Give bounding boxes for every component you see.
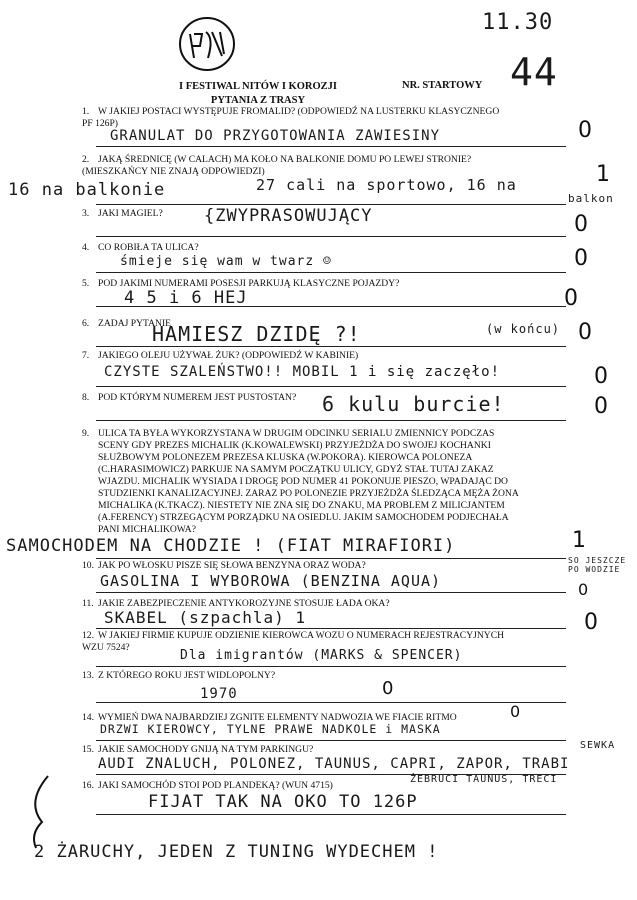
answer-handwritten: śmieje się wam w twarz ☺ <box>120 254 332 269</box>
answer-handwritten: GRANULAT DO PRZYGOTOWANIA ZAWIESINY <box>110 128 441 144</box>
question: 11. JAKIE ZABEZPIECZENIE ANTYKOROZYJNE STOSUJE ŁADA OKA? <box>82 598 390 609</box>
answer-handwritten: {ZWYPRASOWUJĄCY <box>204 206 373 226</box>
margin-note: SEWKA <box>580 740 616 751</box>
question: 7. JAKIEGO OLEJU UŻYWAŁ ŻUK? (ODPOWIEDŹ W KABINIE) <box>82 350 359 361</box>
answer-handwritten: 27 cali na sportowo, 16 na <box>256 176 517 194</box>
score-mark: 0 <box>574 246 588 271</box>
question: 1. W JAKIEJ POSTACI WYSTĘPUJE FROMALID? (ODPOWIEDŹ NA LUSTERKU KLASYCZNEGO PF 126P) <box>82 106 500 129</box>
question: 14. WYMIEŃ DWA NAJBARDZIEJ ZGNITE ELEMENTY NADWOZIA WE FIACIE RITMO <box>82 712 457 723</box>
margin-note: 16 na balkonie <box>8 180 166 200</box>
answer-line <box>96 702 566 703</box>
question-long: 9. ULICA TA BYŁA WYKORZYSTANA W DRUGIM ODCINKU SERIALU ZMIENNICY PODCZAS SCENY GDY PREZES MICHALIK (K.KOWALEWSKI) PRZYJEŻDŻA DO SWOJEJ KOCHANKI SŁUŻBOWYM POLONEZEM PREZESA KLUSKA (W.POKORA). KIEROWCA POLONEZA (C.HARASIMOWICZ) PARKUJE NA SAMYM POCZĄTKU ULICY, GDYŻ STAŁ TUTAJ ZAKAZ WJAZDU. MICHALIK WYSIADA I DROGĘ POD NUMER 41 POKONUJE PIESZO, WPADAJĄC DO STUDZIENKI KANALIZACYJNEJ. ZARAZ PO POLONEZIE PRZYJEŻDŻA ŚLEDZĄCA MĘŻA ŻONA MICHALIKA (K.TKACZ). NIESTETY NIE ZNA SIĘ DO ZNAKU, MA PROBLEM Z MILICJANTEM (A.FERENCY) STRZEGĄCYM PORZĄDKU NA OSIEDLU. JAKIM SAMOCHODEM PODJECHAŁA PANI MICHALIKOWA? <box>82 428 519 535</box>
question: 10. JAK PO WŁOSKU PISZE SIĘ SŁOWA BENZYNA ORAZ WODA? <box>82 560 366 571</box>
margin-note: (w końcu) <box>486 322 561 336</box>
question: 13. Z KTÓREGO ROKU JEST WIDLOPOLNY? <box>82 670 276 681</box>
score-mark: 1 <box>596 162 610 187</box>
answer-handwritten: 4 5 i 6 HEJ <box>124 288 248 308</box>
handwritten-time: 11.30 <box>482 10 554 35</box>
arrow-bracket-icon <box>22 772 52 852</box>
answer-handwritten: SAMOCHODEM NA CHODZIE ! (FIAT MIRAFIORI) <box>6 536 456 556</box>
answer-line <box>96 386 566 387</box>
answer-handwritten: CZYSTE SZALEŃSTWO!! MOBIL 1 i się zaczęło! <box>104 364 501 380</box>
answer-line <box>96 420 566 421</box>
answer-line <box>96 666 566 667</box>
question: 6. ZADAJ PYTANIE <box>82 318 172 329</box>
festival-logo-stamp <box>176 14 238 74</box>
score-mark: 0 <box>584 610 598 635</box>
answer-line <box>96 628 566 629</box>
question: 3. JAKI MAGIEL? <box>82 208 163 219</box>
answer-handwritten: SKABEL (szpachla) 1 <box>104 608 307 627</box>
score-mark: 0 <box>382 678 394 699</box>
score-mark: 0 <box>594 394 608 419</box>
score-mark: 0 <box>578 580 589 599</box>
start-number-value: 44 <box>510 50 558 94</box>
answer-handwritten: HAMIESZ DZIDĘ ?! <box>152 322 361 346</box>
answer-handwritten: AUDI ZNALUCH, POLONEZ, TAUNUS, CAPRI, ZAPOR, TRABI <box>98 756 570 772</box>
score-mark: 0 <box>594 364 608 389</box>
question: 16. JAKI SAMOCHÓD STOI POD PLANDEKĄ? (WUN 4715) <box>82 780 333 791</box>
question: 4. CO ROBIŁA TA ULICA? <box>82 242 199 253</box>
answer-line <box>96 236 566 237</box>
answer-handwritten: DRZWI KIEROWCY, TYLNE PRAWE NADKOLE i MASKA <box>100 722 441 736</box>
question: 12. W JAKIEJ FIRMIE KUPUJE ODZIENIE KIEROWCA WOZU O NUMERACH REJESTRACYJNYCH WZU 7524? <box>82 630 505 653</box>
answer-line <box>96 740 566 741</box>
margin-note: ŻEBRUCI TAUNUS, TRECI <box>410 774 558 785</box>
answer-line <box>96 592 566 593</box>
margin-note: SO JESZCZE PO WODZIE <box>568 556 627 574</box>
answer-handwritten: Dla imigrantów (MARKS & SPENCER) <box>180 648 463 663</box>
answer-line <box>96 146 566 147</box>
score-mark: 0 <box>574 212 588 237</box>
score-mark: 1 <box>572 528 586 553</box>
question: 5. POD JAKIMI NUMERAMI POSESJI PARKUJĄ KLASYCZNE POJAZDY? <box>82 278 400 289</box>
answer-line <box>96 204 566 205</box>
bottom-handwritten-note: 2 ŻARUCHY, JEDEN Z TUNING WYDECHEM ! <box>34 842 439 862</box>
score-mark: 0 <box>578 320 592 345</box>
question: 8. POD KTÓRYM NUMEREM JEST PUSTOSTAN? <box>82 392 297 403</box>
score-mark: 0 <box>564 286 578 311</box>
answer-line <box>96 814 566 815</box>
start-number-label: NR. STARTOWY <box>402 80 483 91</box>
answer-line <box>96 774 566 775</box>
question: 15. JAKIE SAMOCHODY GNIJĄ NA TYM PARKINGU? <box>82 744 314 755</box>
document-title: I FESTIWAL NITÓW I KOROZJI PYTANIA Z TRASY <box>179 81 337 106</box>
answer-handwritten: FIJAT TAK NA OKO TO 126P <box>148 792 418 812</box>
answer-line <box>96 272 566 273</box>
score-mark: 0 <box>578 118 592 143</box>
answer-line <box>96 346 566 347</box>
question: 2. JAKĄ ŚREDNICĘ (W CALACH) MA KOŁO NA BALKONIE DOMU PO LEWEJ STRONIE? (MIESZKAŃCY NIE ZNAJĄ ODPOWIEDZI) <box>82 154 472 177</box>
answer-line <box>96 558 566 559</box>
margin-note: balkon <box>568 192 614 205</box>
score-mark: 0 <box>510 702 521 721</box>
answer-handwritten: 1970 <box>200 686 238 702</box>
answer-handwritten: 6 kulu burcie! <box>322 392 505 416</box>
answer-handwritten: GASOLINA I WYBOROWA (BENZINA AQUA) <box>100 572 442 590</box>
answer-line <box>96 306 566 307</box>
